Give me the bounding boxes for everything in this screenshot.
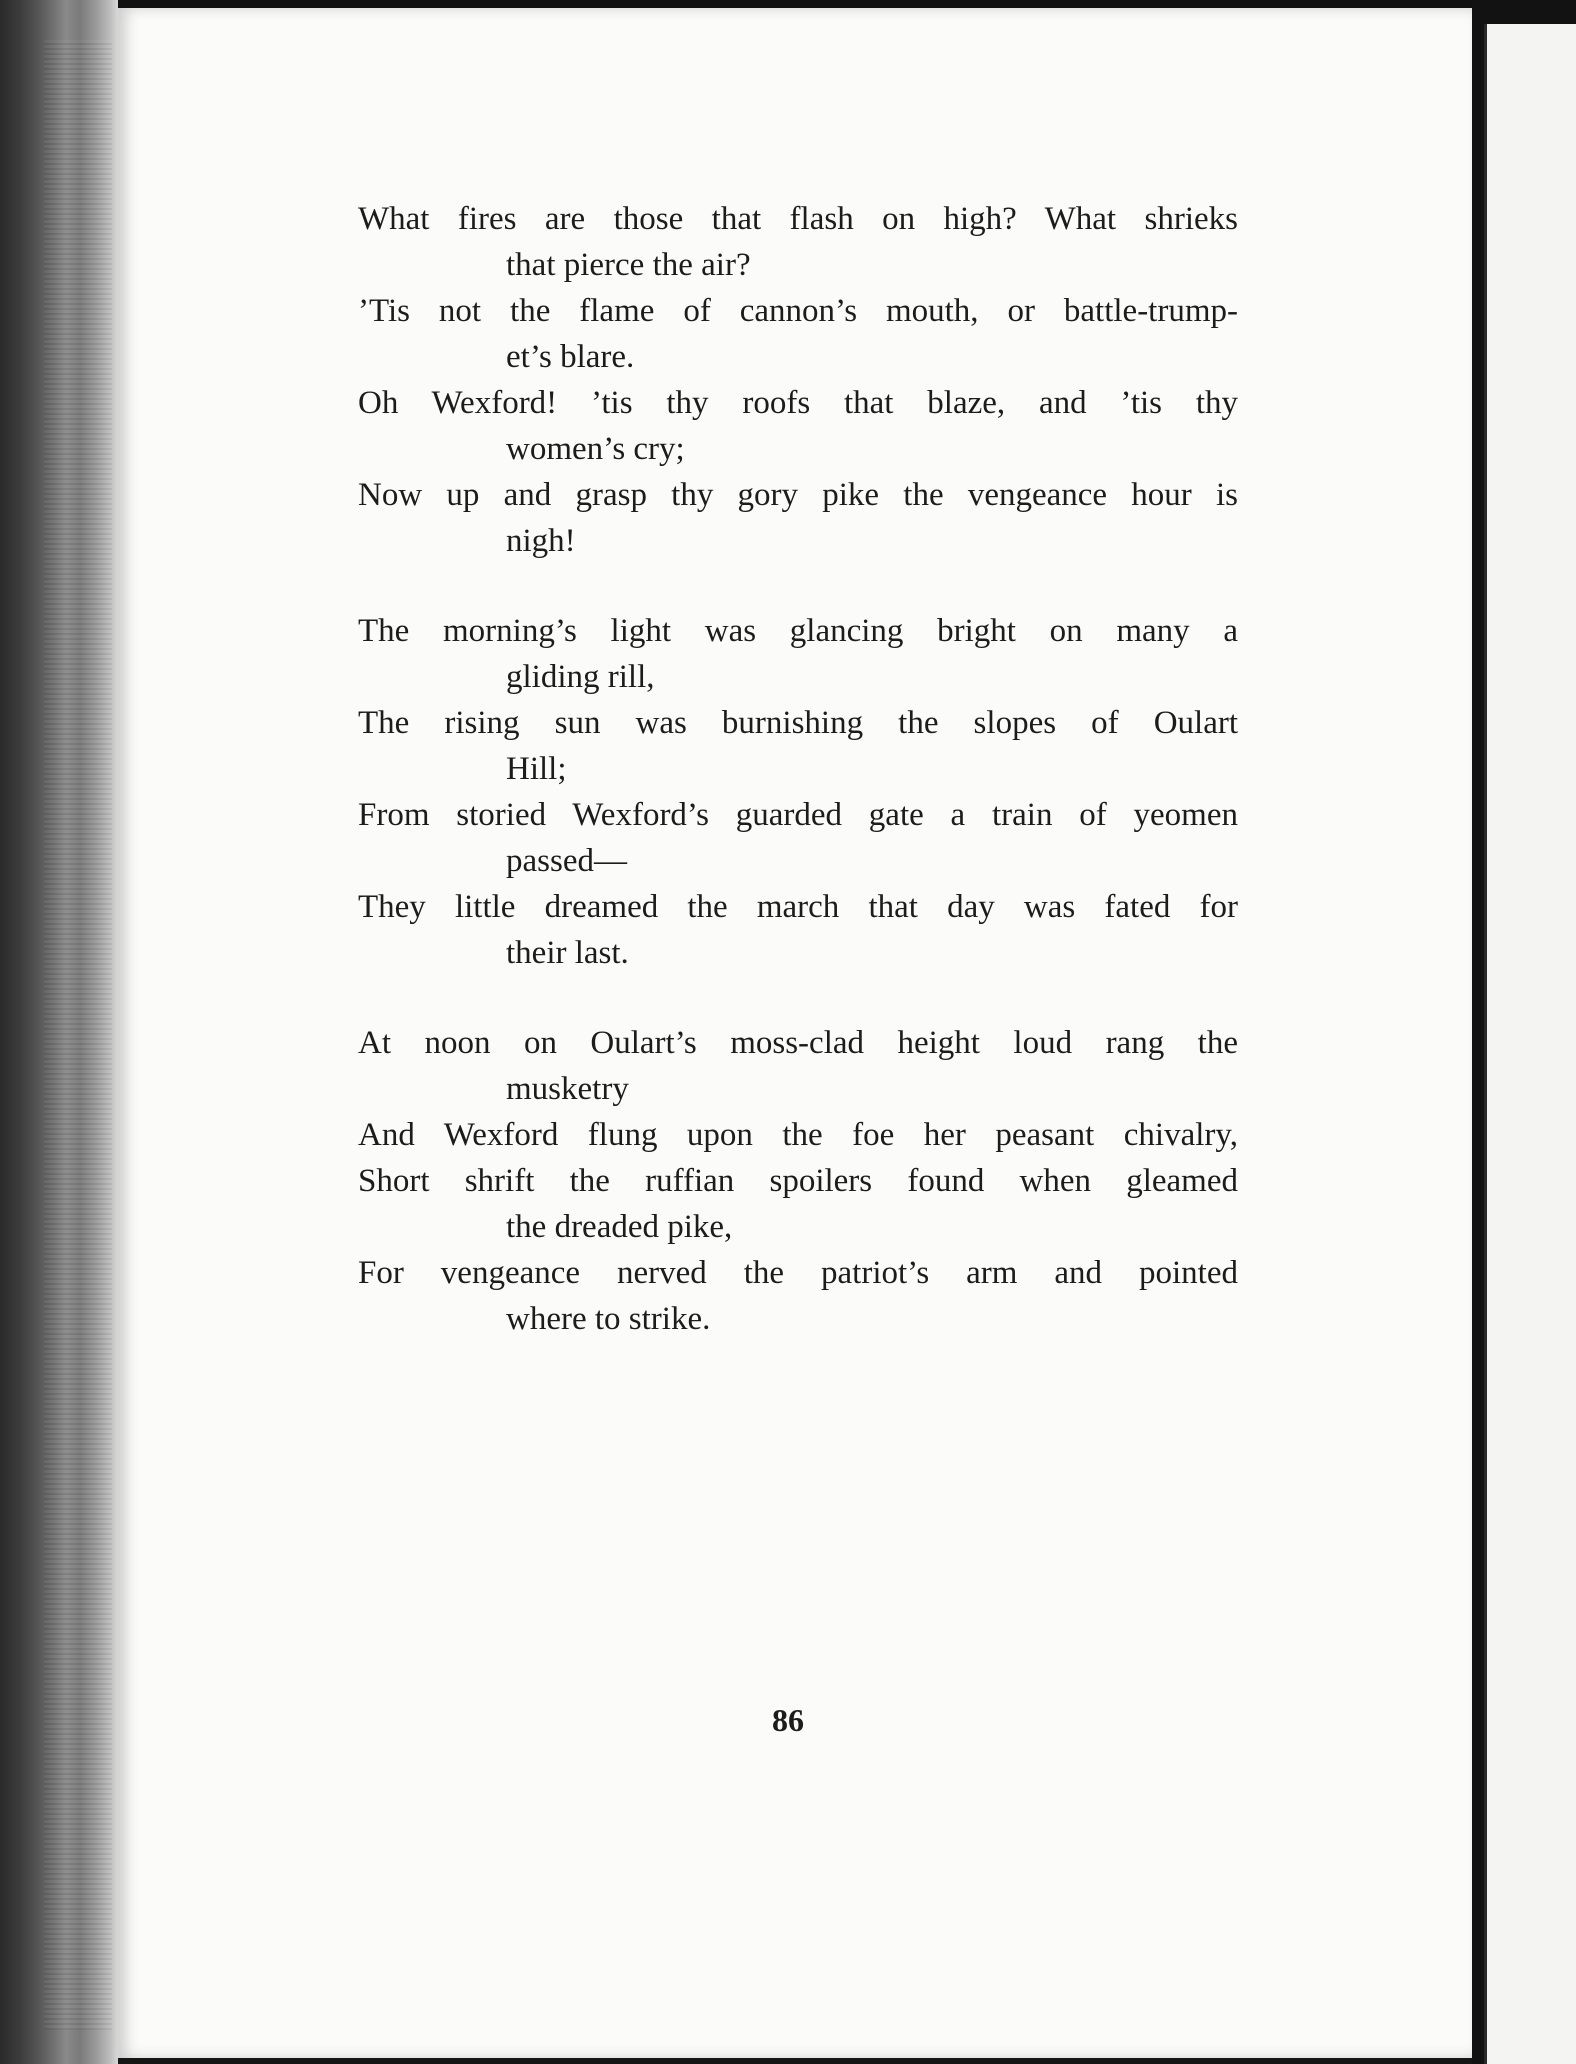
poem-text bbox=[358, 196, 1238, 1386]
line-text: What fires are those that flash on high? What shrieks bbox=[358, 201, 1238, 237]
line-continuation: that pierce the air? bbox=[506, 247, 751, 283]
line-continuation: Hill; bbox=[506, 751, 567, 787]
poem-line bbox=[358, 472, 1238, 564]
line-continuation: where to strike. bbox=[506, 1301, 711, 1337]
poem-line bbox=[358, 700, 1238, 792]
poem-line bbox=[358, 1250, 1238, 1342]
line-text: The morning’s light was glancing bright on many a bbox=[358, 613, 1238, 649]
line-text: Now up and grasp thy gory pike the vengeance hour is bbox=[358, 477, 1238, 513]
poem-line bbox=[358, 1112, 1238, 1158]
line-text: And Wexford flung upon the foe her peasant chivalry, bbox=[358, 1117, 1238, 1153]
poem-line bbox=[358, 792, 1238, 884]
line-text: From storied Wexford’s guarded gate a train of yeomen bbox=[358, 797, 1238, 833]
poem-line bbox=[358, 1020, 1238, 1112]
facing-page-edge bbox=[1484, 24, 1576, 2064]
line-text: The rising sun was burnishing the slopes of Oulart bbox=[358, 705, 1238, 741]
line-continuation: musketry bbox=[506, 1071, 629, 1107]
poem-line bbox=[358, 380, 1238, 472]
poem-line bbox=[358, 884, 1238, 976]
line-continuation: nigh! bbox=[506, 523, 576, 559]
poem-line bbox=[358, 196, 1238, 288]
stanza bbox=[358, 1020, 1238, 1342]
book-spine bbox=[0, 0, 118, 2064]
line-text: They little dreamed the march that day was fated for bbox=[358, 889, 1238, 925]
stanza bbox=[358, 196, 1238, 564]
line-continuation: the dreaded pike, bbox=[506, 1209, 733, 1245]
poem-line bbox=[358, 288, 1238, 380]
line-continuation: et’s blare. bbox=[506, 339, 635, 375]
line-text: For vengeance nerved the patriot’s arm and pointed bbox=[358, 1255, 1238, 1291]
line-text: Oh Wexford! ’tis thy roofs that blaze, and ’tis thy bbox=[358, 385, 1238, 421]
line-continuation: gliding rill, bbox=[506, 659, 655, 695]
line-continuation: women’s cry; bbox=[506, 431, 685, 467]
poem-line bbox=[358, 608, 1238, 700]
poem-line bbox=[358, 1158, 1238, 1250]
line-text: Short shrift the ruffian spoilers found when gleamed bbox=[358, 1163, 1238, 1199]
line-text: ’Tis not the flame of cannon’s mouth, or battle-trump- bbox=[358, 293, 1238, 329]
line-text: At noon on Oulart’s moss-clad height loud rang the bbox=[358, 1025, 1238, 1061]
line-continuation: passed— bbox=[506, 843, 627, 879]
line-continuation: their last. bbox=[506, 935, 629, 971]
stanza bbox=[358, 608, 1238, 976]
page-number: 86 bbox=[772, 1702, 804, 1738]
